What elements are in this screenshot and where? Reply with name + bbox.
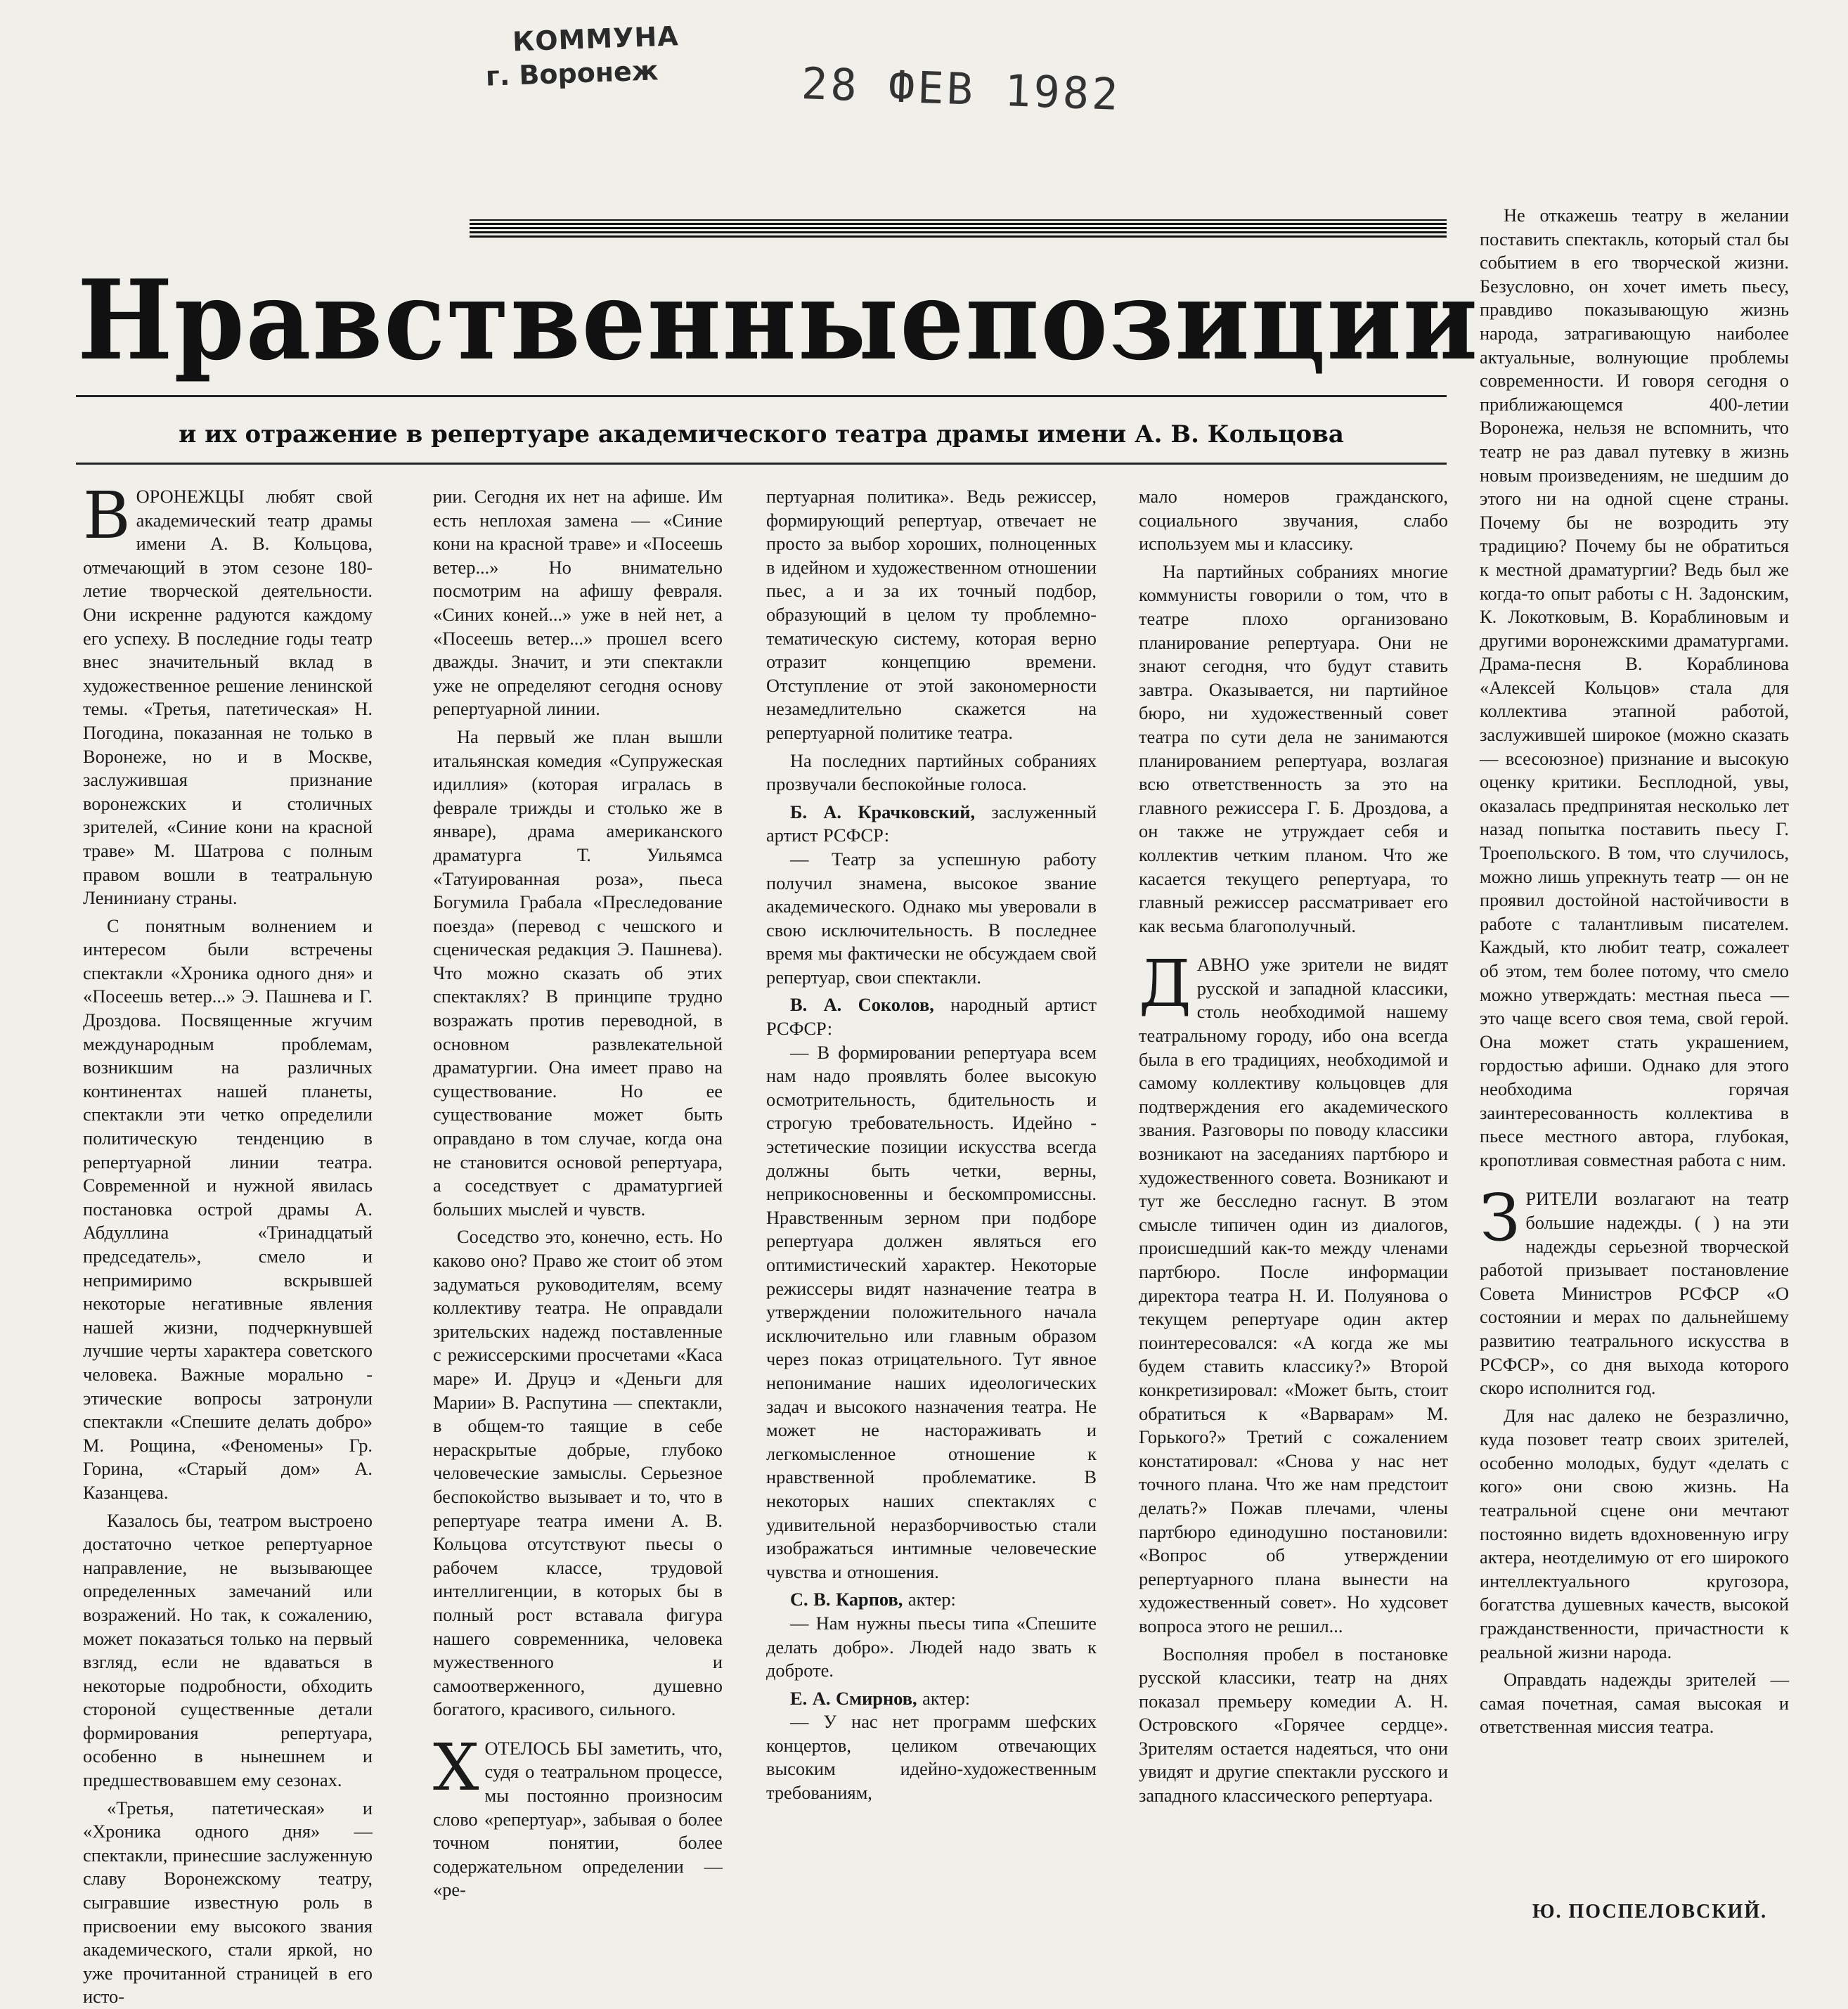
paragraph: На последних партийных собраниях прозвучали беспокойные голоса. [766,749,1097,795]
headline-word-1: Нравственные [77,255,966,385]
article-column-2 [433,485,723,1926]
paragraph: Не откажешь театру в желании поставить спектакль, который стал бы событием в его творческой жизни. Безусловно, он хочет иметь пьесу, правдиво показывающую жизнь народа, затрагивающую наиболее актуальные, волнующие проблемы современности. И говоря сегодня о приближающемся 400-летии Воронежа, нельзя не вспомнить, что театр не раз давал путевку в жизнь новым произведениям, не шедшим до этого ни на одной сцене страны. Почему бы не возродить эту традицию? Почему бы не обратиться к местной драматургии? Ведь был же когда-то опыт работы с Н. Задонским, К. Локотковым, В. Кораблиновым и другими воронежскими драматургами. Драма-песня В. Кораблинова «Алексей Кольцов» стала для коллектива этапной работой, заслужившей широкое (можно сказать — всесоюзное) признание и высокую оценку критики. Бесплодной, увы, оказалась предпринятая несколько лет назад попытка поставить пьесу Г. Троепольского. В том, что случилось, можно лишь упрекнуть театр — он не проявил достойной настойчивости в работе с талантливым писателем. Каждый, кто любит театр, сожалеет об этом, тем более потому, что смело можно утверждать: местная пьеса — это чаще всего своя тема, свой герой. Она может стать украшением, гордостью афиши. Однако для этого необходима горячая заинтересованность коллектива в пьесе местного автора, глубокая, кропотливая совместная работа с ним. [1480,205,1789,1170]
speaker-paragraph [766,993,1097,1040]
paragraph: На первый же план вышли итальянская комедия «Супружеская идиллия» (которая игралась в феврале трижды и столько же в январе), драма американского драматурга Т. Уильямса «Татуированная роза», пьеса Богумила Грабала «Преследование поезда» (перевод с чешского и сценическая редакция Э. Пашнева). Что можно сказать об этих спектаклях? В принципе трудно возражать против переводной, в основном развлекательной драматургии. Она имеет право на существование. Но ее существование может быть оправдано в том случае, когда она не становится основой репертуара, а соседствует с драматургией больших мыслей и чувств. [433,725,723,1220]
speaker-paragraph [766,1687,1097,1711]
decorative-top-rule [470,219,1447,238]
paragraph: Для нас далеко не безразлично, куда позовет театр своих зрителей, особенно молодых, будут «делать с кого» они свою жизнь. На театральной сцене они мечтают постоянно видеть вдохновенную игру актера, неотделимую от его широкого интеллектуального кругозора, богатства душевных качеств, высокой гражданственности, причастности к реальной жизни народа. [1480,1404,1789,1662]
speaker-name: В. А. Соколов, [790,994,934,1016]
paragraph-text: ОРОНЕЖЦЫ любят свой академический театр драмы имени А. В. Кольцова, отмечающий в этом сезоне 180-летие творческой деятельности. Они искренне радуются каждому его успеху. В последние годы театр внес значительный вклад в художественное решение ленинской темы. «Третья, патетическая» Н. Погодина, показанная не только в Воронеже, но и в Москве, заслужившая признание воронежских и столичных зрителей, «Синие кони на красной траве» М. Шатрова с полным правом вошли в театральную Лениниану страны. [83,486,373,909]
article-column-3 [766,485,1097,1926]
paragraph: Оправдать надежды зрителей — самая почетная, самая высокая и ответственная миссия театра. [1480,1669,1789,1738]
paragraph: С понятным волнением и интересом были встречены спектакли «Хроника одного дня» и «Посеешь ветер...» Э. Пашнева и Г. Дроздова. Посвященные жгучим международным проблемам, возникшим на различных континентах нашей планеты, спектакли эти четко определили политическую тенденцию в репертуарной линии театра. Современной и нужной явилась постановка острой драмы А. Абдуллина «Тринадцатый председатель», смело и непримиримо вскрывшей некоторые негативные явления нашей жизни, подчеркнувшей лучшие черты характера советского человека. Важные морально - этические вопросы затронули спектакли «Спешите делать добро» М. Рощина, «Феномены» Гр. Горина, «Старый дом» А. Казанцева. [83,915,373,1503]
paragraph [433,1729,723,1902]
drop-cap: Д [1139,946,1191,1022]
paragraph: Соседство это, конечно, есть. Но каково оно? Право же стоит об этом задуматься руководителям, всему коллективу театра. Не оправдали зрительских надежд поставленные с режиссерскими просчетами «Каса маре» И. Друцэ и «Деньги для Марии» В. Распутина — спектакли, в общем-то таящие в себе нераскрытые добрые, глубоко человеческие замыслы. Серьезное беспокойство вызывает и то, что в репертуаре театра имени А. В. Кольцова отсутствуют пьесы о рабочем классе, трудовой интеллигенции, в которых бы в полный рост вставала фигура нашего современника, человека мужественного и самоотверженного, душевно богатого, красивого, сильного. [433,1226,723,1720]
stamp-city: г. Воронеж [485,55,659,92]
divider [76,395,1447,397]
article-column-1 [83,478,373,2008]
author-signature: Ю. ПОСПЕЛОВСКИЙ. [1532,1901,1768,1923]
drop-cap: Х [433,1729,479,1805]
speaker-name: С. В. Карпов, [790,1589,903,1610]
paragraph-text: АВНО уже зрители не видят русской и западной классики, столь необходимой нашему театральному городу, ибо она всегда была в его традициях, необходимой и самому коллективу кольцовцев для подтверждения его академического звания. Разговоры по поводу классики возникают на заседаниях партбюро и художественного совета. Возникают и тут же бесследно гаснут. В этом смысле типичен один из диалогов, происшедший как-то между членами партбюро. После информации директора театра Н. И. Полуянова о текущем репертуаре один актер поинтересовался: «А когда же мы будем ставить классику?» Второй конкретизировал: «Может быть, стоит обратиться к «Варварам» М. Горького?» Третий с сожалением констатировал: «Снова у нас нет точного плана. Что же нам предстоит делать?» Пожав плечами, члены партбюро единодушно постановили: «Вопрос об утверждении репертуарного плана вынести на художественный совет». Но худсовет вопроса этого не решил... [1139,954,1448,1636]
article-column-4 [1139,485,1448,1926]
speaker-name: Е. А. Смирнов, [790,1687,917,1709]
paragraph: мало номеров гражданского, социального звучания, слабо используем мы и классику. [1139,486,1448,555]
quote: — В формировании репертуара всем нам надо проявлять более высокую осмотрительность, бдительность и строгую требовательность. Идейно - эстетические позиции искусства всегда должны быть четки, верны, неприкосновенны и бескомпромиссны. Нравственным зерном при подборе репертуара должен являться его оптимистический характер. Некоторые режиссеры видят назначение театра в утверждении положительного начала исключительно или главным образом через показ отрицательного. Тут явное непонимание наших идеологических задач и высокого назначения театра. Не может не настораживать и легкомысленное отношение к нравственной проблематике. В некоторых наших спектаклях с удивительной неразборчивостью стали изображаться интимные человеческие чувства и отношения. [766,1041,1097,1582]
speaker-title: народный артист РСФСР: [766,994,1097,1040]
drop-cap: В [83,478,131,553]
paragraph [83,478,373,910]
page-title [77,255,1479,385]
divider [76,463,1447,465]
paragraph: пертуарная политика». Ведь режиссер, формирующий репертуар, отвечает не просто за выбор хороших, полноценных в идейном и художественном отношении пьес, а и за их точный подбор, образующий в целом ту проблемно-тематическую систему, которая верно отразит концепцию времени. Отступление от этой закономерности незамедлительно скажется на репертуарной политике театра. [766,486,1097,743]
paragraph: Казалось бы, театром выстроено достаточно четкое репертуарное направление, не вызывающее определенных замечаний или возражений. Но так, к сожалению, может показаться только на первый взгляд, если не вдаваться в некоторые подробности, обходить стороной существенные детали формирования репертуара, особенно в нынешнем и предшествовавшем ему сезонах. [83,1509,373,1791]
paragraph: На партийных собраниях многие коммунисты говорили о том, что в театре плохо организовано планирование репертуара. Они не знают сегодня, что будут ставить завтра. Оказывается, ни партийное бюро, ни художественный совет театра по сути дела не занимаются планированием репертуара, возлагая всю ответственность за это на главного режиссера Г. Б. Дроздова, а он также не утруждает себя и коллектив четким планом. Что же касается текущего репертуара, то главный режиссер рассматривает его как весьма благополучный. [1139,560,1448,936]
paragraph: «Третья, патетическая» и «Хроника одного дня» — спектакли, принесшие заслуженную славу Воронежскому театру, сыгравшие известную роль в присвоении ему высокого звания академического, стали яркой, но уже прочитанной страницей в его исто- [83,1797,373,2008]
paragraph-text: ОТЕЛОСЬ БЫ заметить, что, судя о театральном процессе, мы постоянно произносим слово «репертуар», забывая о более точном понятии, более содержательном определении — «ре- [433,1737,723,1901]
newspaper-stamp [484,19,680,93]
subtitle: и их отражение в репертуаре академического театра драмы имени А. В. Кольцова [179,420,1344,448]
drop-cap: З [1480,1180,1520,1256]
paragraph [1139,946,1448,1638]
speaker-title: актер: [922,1687,971,1709]
speaker-title: заслуженный артист РСФСР: [766,801,1097,846]
paragraph-text: РИТЕЛИ возлагают на театр большие надежды. ( ) на эти надежды серьезной творческой работой призывает постановление Совета Министров РСФСР «О состоянии и мерах по дальнейшему развитию театрального искусства в РСФСР», со дня выхода которого скоро исполнится год. [1480,1188,1789,1399]
speaker-name: Б. А. Крачковский, [790,801,976,822]
quote: — Нам нужны пьесы типа «Спешите делать добро». Людей надо звать к доброте. [766,1612,1097,1681]
speaker-paragraph [766,801,1097,848]
headline-word-2: позиции [965,255,1479,385]
quote: — Театр за успешную работу получил знамена, высокое звание академического. Однако мы уверовали в свою исключительность. В последнее время мы фактически не обсуждаем свой репертуар, свои спектакли. [766,848,1097,988]
article-column-5 [1480,204,1789,1877]
date-stamp: 28 ФЕВ 1982 [800,58,1122,120]
paragraph: Восполняя пробел в постановке русской классики, театр на днях показал премьеру комедии А. Н. Островского «Горячее сердце». Зрителям остается надеяться, что они увидят и другие спектакли русского и западного классического репертуара. [1139,1643,1448,1807]
stamp-newspaper-name: КОММУНА [512,20,680,58]
quote: — У нас нет программ шефских концертов, целиком отвечающих высоким идейно-художественным требованиям, [766,1711,1097,1804]
speaker-paragraph [766,1588,1097,1612]
speaker-title: актер: [907,1589,956,1610]
paragraph [1480,1180,1789,1400]
paragraph: рии. Сегодня их нет на афише. Им есть неплохая замена — «Синие кони на красной траве» и «Посеешь ветер...» Но внимательно посмотрим на афишу февраля. «Синих коней...» уже в ней нет, а «Посеешь ветер...» прошел всего дважды. Значит, и эти спектакли уже не определяют сегодня основу репертуарной линии. [433,486,723,720]
